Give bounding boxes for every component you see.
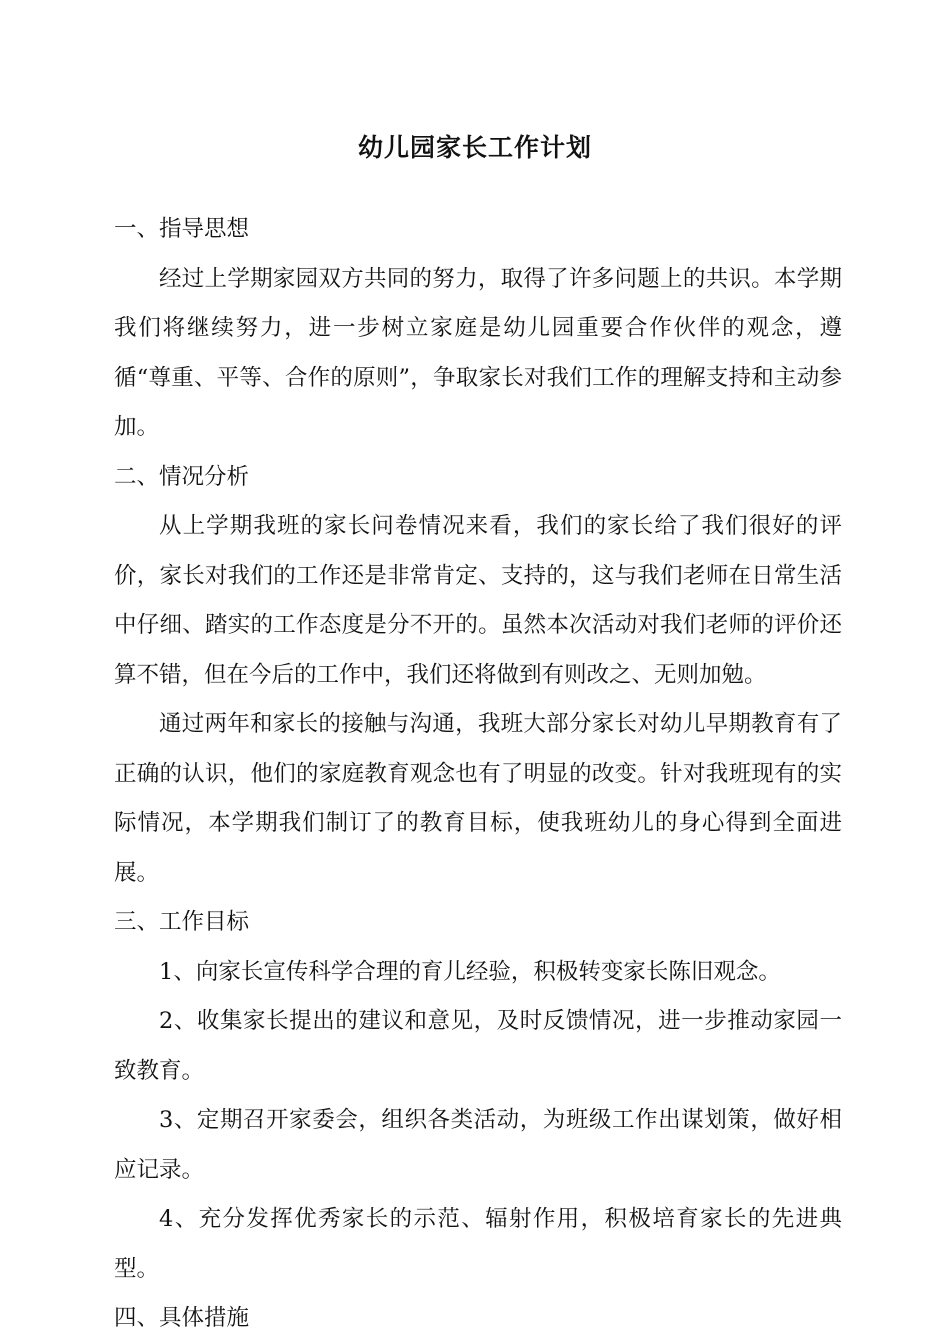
document-body (114, 205, 842, 1344)
goal-item: 4、充分发挥优秀家长的示范、辐射作用，积极培育家长的先进典型。 (114, 1206, 842, 1282)
section-heading-guiding-ideology: 一、指导思想 (114, 216, 250, 242)
paragraph: 通过两年和家长的接触与沟通，我班大部分家长对幼儿早期教育有了正确的认识，他们的家庭教育观念也有了明显的改变。针对我班现有的实际情况，本学期我们制订了的教育目标，使我班幼儿的身心得到全面进展。 (114, 711, 842, 886)
goal-item: 3、定期召开家委会，组织各类活动，为班级工作出谋划策，做好相应记录。 (114, 1107, 842, 1183)
paragraph: 经过上学期家园双方共同的努力，取得了许多问题上的共识。本学期我们将继续努力，进一步树立家庭是幼儿园重要合作伙伴的观念，遵循“尊重、平等、合作的原则”，争取家长对我们工作的理解支持和主动参加。 (114, 265, 842, 440)
paragraph: 从上学期我班的家长问卷情况来看，我们的家长给了我们很好的评价，家长对我们的工作还是非常肯定、支持的，这与我们老师在日常生活中仔细、踏实的工作态度是分不开的。虽然本次活动对我们老师的评价还算不错，但在今后的工作中，我们还将做到有则改之、无则加勉。 (114, 513, 842, 688)
section-heading-specific-measures: 四、具体措施 (114, 1305, 250, 1331)
goal-item: 2、收集家长提出的建议和意见，及时反馈情况，进一步推动家园一致教育。 (114, 1008, 842, 1084)
document-title: 幼儿园家长工作计划 (357, 133, 592, 162)
section-heading-work-goals: 三、工作目标 (114, 909, 250, 935)
goal-item: 1、向家长宣传科学合理的育儿经验，积极转变家长陈旧观念。 (159, 958, 781, 985)
section-heading-situation-analysis: 二、情况分析 (114, 463, 250, 490)
